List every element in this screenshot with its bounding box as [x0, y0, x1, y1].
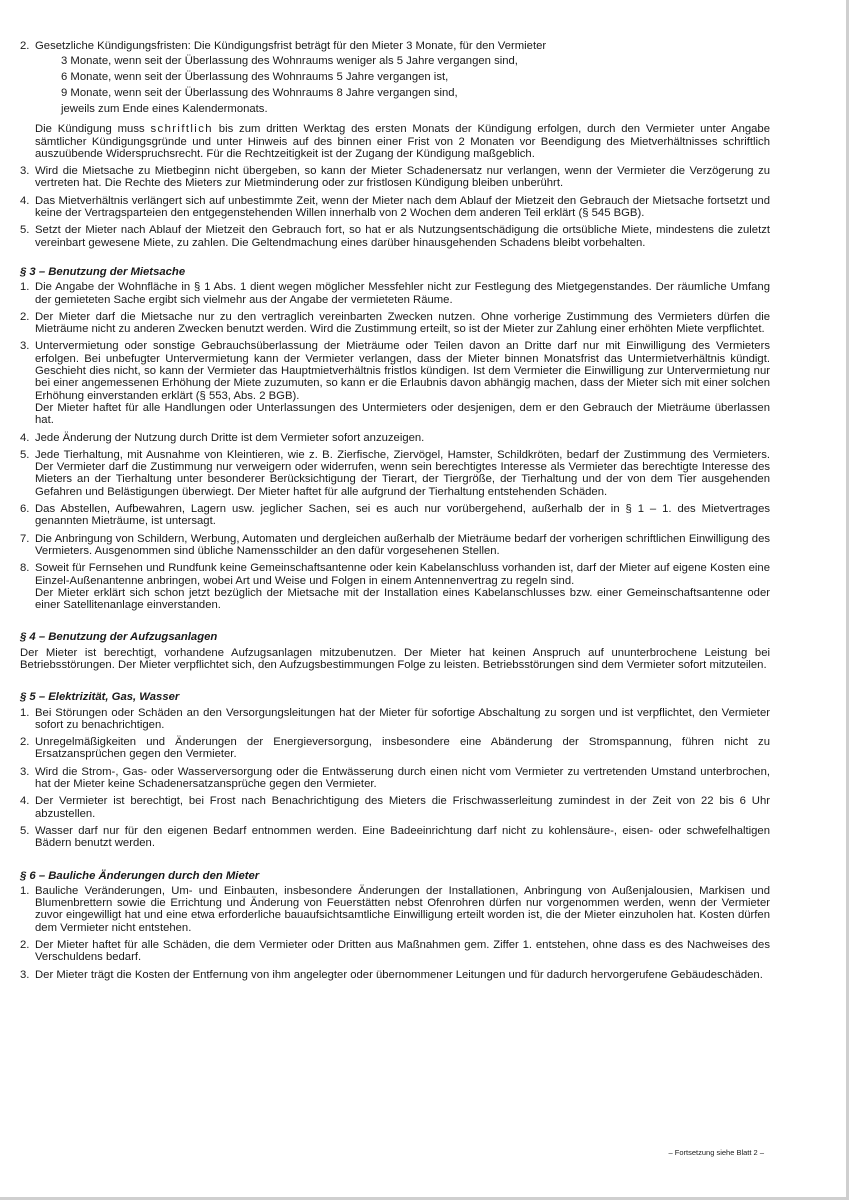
notice-period-line: jeweils zum Ende eines Kalendermonats. [61, 103, 268, 116]
clause-5-3: 3. Wird die Strom-, Gas- oder Wasserversorgung oder die Entwässerung durch einen nicht vom Vermieter zu vertretenden Umstand unterbrochen, hat der Mieter keine Schadenersatzansprüche gegen den Vermieter. [20, 765, 770, 791]
notice-period-line: 3 Monate, wenn seit der Überlassung des Wohnraums weniger als 5 Jahre vergangen sind, [61, 55, 518, 68]
notice-period-line: 6 Monate, wenn seit der Überlassung des Wohnraums 5 Jahre vergangen ist, [61, 71, 449, 84]
clause-text: Das Abstellen, Aufbewahren, Lagern usw. jeglicher Sachen, sei es auch nur vorübergehend, außerhalb der in § 1 – 1. des Mietvertrages genannten Mieträume, ist untersagt. [35, 503, 770, 528]
clause-text: Der Vermieter ist berechtigt, bei Frost nach Benachrichtigung des Mieters die Frischwasserleitung zumindest in der Zeit von 22 bis 6 Uhr abzustellen. [35, 795, 770, 820]
clause-2-3: 3. Wird die Mietsache zu Mietbeginn nicht übergeben, so kann der Mieter Schadenersatz nur verlangen, wenn der Vermieter die Verzögerung zu vertreten hat. Die Rechte des Mieters zur Mietminderung oder zur fristlosen Kündigung bleiben unberührt. [20, 165, 770, 190]
clause-text: Der Mieter darf die Mietsache nur zu den vertraglich vereinbarten Zwecken nutzen. Ohne vorherige Zustimmung des Vermieters dürfen die Mieträume nicht zu anderen Zwecken benutzt werden. Wird die Zustimmung erteilt, so ist der Mieter zur Zahlung einer erhöhten Miete verpflichtet. [35, 310, 770, 336]
clause-3-1: 1. Die Angabe der Wohnfläche in § 1 Abs. 1 dient wegen möglicher Messfehler nicht zur Festlegung des Mietgegenstandes. Der räumliche Umfang der gemieteten Sache ergibt sich vielmehr aus der Angabe der vermieteten Räume. [20, 281, 770, 306]
clause-6-2: 2. Der Mieter haftet für alle Schäden, die dem Vermieter oder Dritten aus Maßnahmen gem. Ziffer 1. entstehen, ohne dass es des Nachweises des Verschuldens bedarf. [20, 939, 770, 964]
notice-period-line: 9 Monate, wenn seit der Überlassung des Wohnraums 8 Jahre vergangen sind, [61, 87, 458, 100]
clause-2-5: 5. Setzt der Mieter nach Ablauf der Mietzeit den Gebrauch fort, so hat er als Nutzungsentschädigung die ortsübliche Miete, mindestens die zuletzt vereinbart gewesene Miete, zu zahlen. Die Geltendmachung eines darüber hinausgehenden Schadens bleibt vorbehalten. [20, 224, 770, 249]
section-heading: § 6 – Bauliche Änderungen durch den Mieter [20, 869, 260, 882]
clause-text: Unregelmäßigkeiten und Änderungen der Energieversorgung, insbesondere eine Abänderung der Stromspannung, führen nicht zu Ersatzansprüchen gegen den Vermieter. [35, 736, 770, 761]
clause-text: Das Mietverhältnis verlängert sich auf unbestimmte Zeit, wenn der Mieter nach dem Ablauf der Mietzeit den Gebrauch der Mietsache fortsetzt und keine der Vertragsparteien den entgegenstehenden Willen innerhalb von 2 Wochen dem anderen Teil erklärt (§ 545 BGB). [35, 194, 770, 220]
document-body [20, 40, 770, 986]
clause-text: Der Mieter haftet für alle Schäden, die dem Vermieter oder Dritten aus Maßnahmen gem. Ziffer 1. entstehen, ohne dass es des Nachweises des Verschuldens bedarf. [35, 939, 770, 964]
clause-3-8: 8. Soweit für Fernsehen und Rundfunk keine Gemeinschaftsantenne oder kein Kabelanschluss vorhanden ist, darf der Mieter auf eigene Kosten eine Einzel-Außenantenne anbringen, wobei Art und Weise und Folgen in einem Antennenvertrag zu regeln sind. Der Mieter erklärt sich schon jetzt bezüglich der Mietsache mit der Installation eines Kabelanschlusses bzw. einer Gemeinschaftsantenne oder einer Satellitenanlage einverstanden. [20, 562, 770, 612]
clause-3-7: 7. Die Anbringung von Schildern, Werbung, Automaten und dergleichen außerhalb der Mieträume bedarf der vorherigen schriftlichen Einwilligung des Vermieters. Ausgenommen sind übliche Namensschilder an den dafür vorgesehenen Stellen. [20, 532, 770, 557]
clause-5-1: 1. Bei Störungen oder Schäden an den Versorgungsleitungen hat der Mieter für sofortige Abschaltung zu sorgen und ist verpflichtet, den Vermieter sofort zu benachrichtigen. [20, 706, 770, 731]
clause-6-1: 1. Bauliche Veränderungen, Um- und Einbauten, insbesondere Änderungen der Installationen, Anbringung von Außenjalousien, Markisen und Blumenbrettern sowie die Errichtung und Änderung von Feuerstätten nebst Ofenrohren dürfen nur vorgenommen werden, wenn der Vermieter zuvor eingewilligt hat und eine etwa erforderliche bauaufsichtsamtliche Einwilligung erteilt worden ist, die der Mieter einzuholen hat. Kosten dürfen dem Vermieter nicht entstehen. [20, 884, 770, 934]
clause-text: Wird die Mietsache zu Mietbeginn nicht übergeben, so kann der Mieter Schadenersatz nur verlangen, wenn der Vermieter die Verzögerung zu vertreten hat. Die Rechte des Mieters zur Mietminderung oder zur fristlosen Kündigung bleiben unberührt. [35, 165, 770, 190]
clause-2-2 [20, 40, 770, 118]
clause-3-4: 4. Jede Änderung der Nutzung durch Dritte ist dem Vermieter sofort anzuzeigen. [20, 432, 770, 444]
clause-text: Bei Störungen oder Schäden an den Versorgungsleitungen hat der Mieter für sofortige Abschaltung zu sorgen und ist verpflichtet, den Vermieter sofort zu benachrichtigen. [35, 706, 770, 731]
clause-3-2: 2. Der Mieter darf die Mietsache nur zu den vertraglich vereinbarten Zwecken nutzen. Ohne vorherige Zustimmung des Vermieters dürfen die Mieträume nicht zu anderen Zwecken benutzt werden. Wird die Zustimmung erteilt, so ist der Mieter zur Zahlung einer erhöhten Miete verpflichtet. [20, 310, 770, 336]
section-text: Der Mieter ist berechtigt, vorhandene Aufzugsanlagen mitzubenutzen. Der Mieter hat keinen Anspruch auf ununterbrochene Leistung bei Betriebsstörungen. Der Mieter verpflichtet sich, den Aufzugsbestimmungen Folge zu leisten. Betriebsstörungen sind dem Vermieter sofort mitzuteilen. [20, 646, 770, 671]
clause-2-4: 4. Das Mietverhältnis verlängert sich auf unbestimmte Zeit, wenn der Mieter nach dem Ablauf der Mietzeit den Gebrauch der Mietsache fortsetzt und keine der Vertragsparteien den entgegenstehenden Willen innerhalb von 2 Wochen dem anderen Teil erklärt (§ 545 BGB). [20, 194, 770, 220]
clause-text: Wasser darf nur für den eigenen Bedarf entnommen werden. Eine Badeeinrichtung darf nicht zu kohlensäure-, eisen- oder schwefelhaltigen Bädern benutzt werden. [35, 824, 770, 850]
clause-text: Gesetzliche Kündigungsfristen: Die Kündigungsfrist beträgt für den Mieter 3 Monate, für den Vermieter [35, 40, 547, 52]
clause-3-3: 3. Untervermietung oder sonstige Gebrauchsüberlassung der Mieträume oder Teilen davon an Dritte darf nur mit Einwilligung des Vermieters erfolgen. Bei unbefugter Untervermietung kann der Vermieter verlangen, dass der Mieter binnen Monatsfrist das Untermietverhältnis kündigt. Geschieht dies nicht, so kann der Vermieter das Hauptmietverhältnis fristlos kündigen. Ist dem Vermieter die Einwilligung zur Untervermietung nur bei einer angemessenen Erhöhung der Miete zuzumuten, so kann er die Erlaubnis davon abhängig machen, dass der Mieter sich mit einer solchen Erhöhung einverstanden erklärt (§ 553, Abs. 2 BGB). Der Mieter haftet für alle Handlungen oder Unterlassungen des Untermieters oder desjenigen, dem er den Gebrauch der Mieträume überlassen hat. [20, 340, 770, 427]
clause-text: Wird die Strom-, Gas- oder Wasserversorgung oder die Entwässerung durch einen nicht vom Vermieter zu vertretenden Umstand unterbrochen, hat der Mieter keine Schadenersatzansprüche gegen den Vermieter. [35, 765, 770, 791]
clause-number: 2. [20, 40, 30, 52]
clause-6-3: 3. Der Mieter trägt die Kosten der Entfernung von ihm angelegter oder übernommener Leitungen und für dadurch hervorgerufene Gebäudeschäden. [20, 969, 770, 981]
clause-text: Bauliche Veränderungen, Um- und Einbauten, insbesondere Änderungen der Installationen, Anbringung von Außenjalousien, Markisen und Blumenbrettern sowie die Errichtung und Änderung von Feuerstätten nebst Ofenrohren dürfen nur vorgenommen werden, wenn der Vermieter zuvor eingewilligt hat und eine etwa erforderliche bauaufsichtsamtliche Einwilligung erteilt worden ist, die der Mieter einzuholen hat. Kosten dürfen dem Vermieter nicht entstehen. [35, 884, 770, 934]
section-heading: § 4 – Benutzung der Aufzugsanlagen [20, 631, 218, 644]
clause-text: Soweit für Fernsehen und Rundfunk keine Gemeinschaftsantenne oder kein Kabelanschluss vorhanden ist, darf der Mieter auf eigene Kosten eine Einzel-Außenantenne anbringen, wobei Art und Weise und Folgen in einem Antennenvertrag zu regeln sind. [35, 562, 770, 587]
section-heading: § 3 – Benutzung der Mietsache [20, 265, 186, 278]
clause-text: Jede Tierhaltung, mit Ausnahme von Kleintieren, wie z. B. Zierfische, Ziervögel, Hamster, Schildkröten, bedarf der Zustimmung des Vermieters. Der Vermieter darf die Zustimmung nur verweigern oder widerrufen, wenn sein berechtigtes Interesse als Vermieter das berechtigte Interesse des Mieters an der Tierhaltung unter besonderer Berücksichtigung der Tierart, der Tiergröße, der Tierhaltung und der von dem Tier ausgehenden Gefahren und Belästigungen überwiegt. Der Mieter haftet für alle aufgrund der Tierhaltung entstehenden Schäden. [35, 448, 770, 498]
clause-3-6: 6. Das Abstellen, Aufbewahren, Lagern usw. jeglicher Sachen, sei es auch nur vorübergehend, außerhalb der in § 1 – 1. des Mietvertrages genannten Mieträume, ist untersagt. [20, 503, 770, 528]
clause-3-5: 5. Jede Tierhaltung, mit Ausnahme von Kleintieren, wie z. B. Zierfische, Ziervögel, Hamster, Schildkröten, bedarf der Zustimmung des Vermieters. Der Vermieter darf die Zustimmung nur verweigern oder widerrufen, wenn sein berechtigtes Interesse als Vermieter das berechtigte Interesse des Mieters an der Tierhaltung unter besonderer Berücksichtigung der Tierart, der Tiergröße, der Tierhaltung und der von dem Tier ausgehenden Gefahren und Belästigungen überwiegt. Der Mieter haftet für alle aufgrund der Tierhaltung entstehenden Schäden. [20, 448, 770, 498]
clause-text: Die Angabe der Wohnfläche in § 1 Abs. 1 dient wegen möglicher Messfehler nicht zur Festlegung des Mietgegenstandes. Der räumliche Umfang der gemieteten Sache ergibt sich vielmehr aus der Angabe der vermieteten Räume. [35, 281, 770, 306]
clause-text: Die Anbringung von Schildern, Werbung, Automaten und dergleichen außerhalb der Mieträume bedarf der vorherigen schriftlichen Einwilligung des Vermieters. Ausgenommen sind übliche Namensschilder an den dafür vorgesehenen Stellen. [35, 532, 770, 557]
clause-5-2: 2. Unregelmäßigkeiten und Änderungen der Energieversorgung, insbesondere eine Abänderung der Stromspannung, führen nicht zu Ersatzansprüchen gegen den Vermieter. [20, 736, 770, 761]
section-heading: § 5 – Elektrizität, Gas, Wasser [20, 691, 180, 704]
clause-text: Setzt der Mieter nach Ablauf der Mietzeit den Gebrauch fort, so hat er als Nutzungsentschädigung die ortsübliche Miete, mindestens die zuletzt vereinbart gewesene Miete, zu zahlen. Die Geltendmachung eines darüber hinausgehenden Schadens bleibt vorbehalten. [35, 224, 770, 249]
continuation-note: – Fortsetzung siehe Blatt 2 – [668, 1148, 764, 1157]
clause-text: Der Mieter trägt die Kosten der Entfernung von ihm angelegter oder übernommener Leitungen und für dadurch hervorgerufene Gebäudeschäden. [35, 968, 763, 981]
spaced-word: schriftlich [150, 123, 213, 136]
clause-text: Untervermietung oder sonstige Gebrauchsüberlassung der Mieträume oder Teilen davon an Dritte darf nur mit Einwilligung des Vermieters erfolgen. Bei unbefugter Untervermietung kann der Vermieter verlangen, dass der Mieter binnen Monatsfrist das Untermietverhältnis kündigt. Geschieht dies nicht, so kann der Vermieter das Hauptmietverhältnis fristlos kündigen. Ist dem Vermieter die Einwilligung zur Untervermietung nur bei einer angemessenen Erhöhung der Miete zuzumuten, so kann er die Erlaubnis davon abhängig machen, dass der Mieter sich mit einer solchen Erhöhung einverstanden erklärt (§ 553, Abs. 2 BGB). [35, 340, 770, 402]
termination-note: Die Kündigung muss schriftlich bis zum dritten Werktag des ersten Monats der Kündigung erfolgen, durch den Vermieter unter Angabe sämtlicher Kündigungsgründe und unter Hinweis auf des binnen einer Frist von 2 Monaten vor Beendigung des Mietverhältnisses schriftlich auszuübende Widerspruchsrecht. Für die Rechtzeitigkeit ist der Zugang der Kündigung maßgeblich. [35, 123, 770, 160]
clause-5-4: 4. Der Vermieter ist berechtigt, bei Frost nach Benachrichtigung des Mieters die Frischwasserleitung zumindest in der Zeit von 22 bis 6 Uhr abzustellen. [20, 795, 770, 820]
clause-text-continued: Der Mieter haftet für alle Handlungen oder Unterlassungen des Untermieters oder desjenigen, dem er den Gebrauch der Mieträume überlassen hat. [35, 401, 770, 427]
clause-5-5: 5. Wasser darf nur für den eigenen Bedarf entnommen werden. Eine Badeeinrichtung darf nicht zu kohlensäure-, eisen- oder schwefelhaltigen Bädern benutzt werden. [20, 824, 770, 850]
clause-text-continued: Der Mieter erklärt sich schon jetzt bezüglich der Mietsache mit der Installation eines Kabelanschlusses bzw. einer Gemeinschaftsantenne oder einer Satellitenanlage einverstanden. [35, 586, 770, 612]
clause-text: Jede Änderung der Nutzung durch Dritte ist dem Vermieter sofort anzuzeigen. [35, 431, 425, 444]
